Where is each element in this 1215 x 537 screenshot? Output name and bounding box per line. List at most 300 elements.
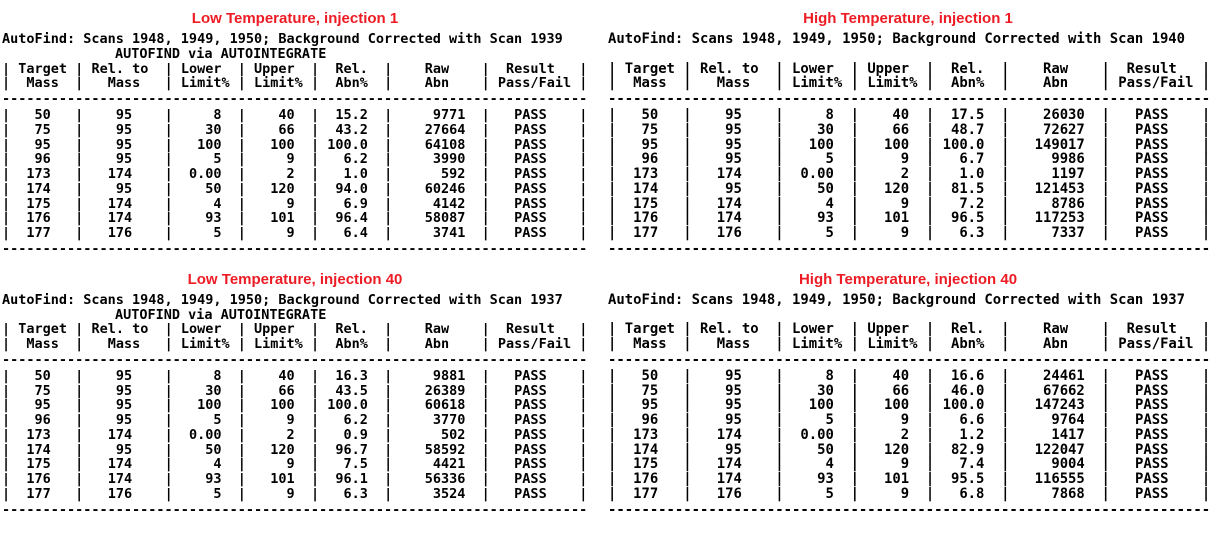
- column-separator: |: [384, 397, 393, 414]
- table-row: [608, 471, 1211, 487]
- cell-rel-abn-pct: 6.8: [934, 485, 1002, 502]
- cell-target-mass: 95: [10, 397, 76, 414]
- cell-rel-to-mass: 95: [691, 180, 776, 197]
- column-separator: |: [850, 471, 859, 487]
- cell-rel-abn-pct: 96.7: [319, 441, 385, 458]
- cell-upper-limit-pct: 100: [858, 397, 926, 414]
- column-separator: |: [1101, 136, 1110, 153]
- column-separator: |: [1201, 195, 1211, 212]
- cell-upper-limit-pct: 2: [858, 166, 926, 182]
- cell-upper-limit-pct: 9: [245, 412, 311, 428]
- column-separator: |: [775, 166, 784, 182]
- table-row: [608, 107, 1211, 123]
- header-cell-rel-abn-pct: Rel.: [319, 60, 385, 77]
- column-separator: |: [310, 60, 320, 77]
- column-separator: |: [1101, 336, 1110, 352]
- column-separator: |: [683, 166, 692, 182]
- column-separator: |: [310, 485, 320, 502]
- cell-rel-to-mass: 95: [83, 397, 165, 414]
- cell-rel-abn-pct: 82.9: [934, 441, 1002, 458]
- cell-raw-abn: 56336: [392, 471, 482, 487]
- column-separator: |: [2, 195, 11, 212]
- column-separator: |: [164, 397, 173, 414]
- column-separator: |: [1001, 195, 1010, 212]
- cell-rel-to-mass: 95: [691, 382, 776, 399]
- cell-raw-abn: 58087: [392, 210, 482, 227]
- column-separator: |: [164, 166, 173, 182]
- column-separator: |: [237, 397, 246, 414]
- cell-result: PASS: [489, 136, 580, 153]
- cell-lower-limit-pct: 5: [172, 485, 238, 502]
- column-separator: |: [579, 210, 588, 227]
- cell-rel-to-mass: 174: [83, 210, 165, 227]
- table-header-row: [2, 322, 588, 337]
- column-separator: |: [2, 107, 11, 123]
- cell-upper-limit-pct: 101: [245, 471, 311, 487]
- cell-raw-abn: 502: [392, 426, 482, 443]
- column-separator: |: [75, 412, 84, 428]
- column-separator: |: [1201, 367, 1211, 384]
- column-separator: |: [683, 485, 692, 502]
- column-separator: |: [608, 151, 617, 168]
- cell-rel-to-mass: 95: [83, 382, 165, 399]
- table-row: [608, 151, 1211, 168]
- column-separator: |: [75, 367, 84, 384]
- column-separator: |: [1101, 456, 1110, 473]
- header-cell-lower-limit-pct: Limit%: [172, 75, 238, 92]
- table-row: [608, 195, 1211, 212]
- column-separator: |: [164, 225, 173, 241]
- column-separator: |: [579, 107, 588, 123]
- cell-target-mass: 96: [10, 151, 76, 168]
- column-separator: |: [925, 426, 935, 443]
- cell-target-mass: 75: [616, 382, 684, 399]
- cell-upper-limit-pct: 9: [858, 412, 926, 428]
- results-table: [2, 322, 588, 518]
- cell-result: PASS: [1109, 225, 1202, 241]
- column-separator: |: [775, 136, 784, 153]
- column-separator: |: [75, 485, 84, 502]
- column-separator: |: [2, 426, 11, 443]
- column-separator: |: [2, 166, 11, 182]
- cell-lower-limit-pct: 0.00: [172, 426, 238, 443]
- column-separator: |: [2, 60, 11, 77]
- column-separator: |: [608, 107, 617, 123]
- cell-raw-abn: 592: [392, 166, 482, 182]
- cell-result: PASS: [489, 426, 580, 443]
- cell-result: PASS: [1109, 485, 1202, 502]
- column-separator: |: [608, 441, 617, 458]
- header-cell-rel-to-mass: Mass: [83, 336, 165, 352]
- cell-rel-abn-pct: 0.9: [319, 426, 385, 443]
- header-cell-rel-abn-pct: Abn%: [934, 336, 1002, 352]
- cell-target-mass: 50: [10, 367, 76, 384]
- cell-target-mass: 175: [10, 195, 76, 212]
- column-separator: |: [1101, 60, 1110, 77]
- table-row: [2, 428, 588, 443]
- column-separator: |: [384, 180, 393, 197]
- cell-target-mass: 75: [10, 121, 76, 138]
- column-separator: |: [683, 336, 692, 352]
- cell-upper-limit-pct: 120: [245, 180, 311, 197]
- cell-lower-limit-pct: 0.00: [783, 426, 851, 443]
- cell-target-mass: 95: [616, 136, 684, 153]
- cell-rel-abn-pct: 7.4: [934, 456, 1002, 473]
- column-separator: |: [1101, 471, 1110, 487]
- cell-lower-limit-pct: 4: [172, 456, 238, 473]
- cell-raw-abn: 64108: [392, 136, 482, 153]
- cell-raw-abn: 7868: [1009, 485, 1102, 502]
- header-cell-lower-limit-pct: Limit%: [172, 336, 238, 352]
- header-cell-lower-limit-pct: Lower: [783, 60, 851, 77]
- header-cell-result: Pass/Fail: [1109, 336, 1202, 352]
- column-separator: |: [775, 397, 784, 414]
- column-separator: |: [850, 210, 859, 227]
- column-separator: |: [1001, 426, 1010, 443]
- cell-upper-limit-pct: 66: [245, 121, 311, 138]
- cell-lower-limit-pct: 30: [783, 382, 851, 399]
- column-separator: |: [1101, 121, 1110, 138]
- column-separator: |: [608, 382, 617, 399]
- cell-rel-abn-pct: 1.0: [934, 166, 1002, 182]
- header-cell-result: Pass/Fail: [1109, 75, 1202, 92]
- cell-lower-limit-pct: 50: [172, 441, 238, 458]
- cell-raw-abn: 7337: [1009, 225, 1102, 241]
- cell-raw-abn: 3524: [392, 485, 482, 502]
- cell-rel-to-mass: 95: [691, 367, 776, 384]
- header-cell-rel-to-mass: Rel. to: [691, 321, 776, 338]
- cell-upper-limit-pct: 9: [858, 485, 926, 502]
- column-separator: |: [925, 166, 935, 182]
- table-row: [2, 369, 588, 384]
- cell-rel-abn-pct: 96.5: [934, 210, 1002, 227]
- header-cell-upper-limit-pct: Limit%: [245, 75, 311, 92]
- column-separator: |: [850, 485, 859, 502]
- cell-rel-abn-pct: 6.7: [934, 151, 1002, 168]
- column-separator: |: [775, 225, 784, 241]
- cell-upper-limit-pct: 9: [858, 225, 926, 241]
- cell-result: PASS: [1109, 180, 1202, 197]
- cell-rel-to-mass: 95: [83, 151, 165, 168]
- column-separator: |: [310, 151, 320, 168]
- cell-rel-to-mass: 95: [83, 367, 165, 384]
- column-separator: |: [310, 195, 320, 212]
- column-separator: |: [384, 225, 393, 241]
- cell-lower-limit-pct: 100: [783, 397, 851, 414]
- column-separator: |: [310, 456, 320, 473]
- cell-rel-abn-pct: 48.7: [934, 121, 1002, 138]
- cell-result: PASS: [489, 456, 580, 473]
- column-separator: |: [481, 180, 490, 197]
- cell-upper-limit-pct: 2: [245, 166, 311, 182]
- column-separator: |: [925, 412, 935, 428]
- cell-result: PASS: [489, 166, 580, 182]
- cell-target-mass: 174: [616, 441, 684, 458]
- column-separator: |: [384, 321, 393, 338]
- column-separator: |: [608, 456, 617, 473]
- column-separator: |: [775, 441, 784, 458]
- header-cell-lower-limit-pct: Lower: [783, 321, 851, 338]
- table-row: [2, 472, 588, 487]
- cell-upper-limit-pct: 40: [858, 367, 926, 384]
- column-separator: |: [1001, 412, 1010, 428]
- column-separator: |: [75, 441, 84, 458]
- column-separator: |: [384, 336, 393, 352]
- cell-upper-limit-pct: 120: [858, 441, 926, 458]
- table-row: [2, 152, 588, 167]
- column-separator: |: [925, 210, 935, 227]
- cell-lower-limit-pct: 50: [783, 441, 851, 458]
- header-cell-rel-to-mass: Rel. to: [83, 321, 165, 338]
- cell-lower-limit-pct: 5: [172, 412, 238, 428]
- header-cell-raw-abn: Abn: [392, 336, 482, 352]
- column-separator: |: [1101, 382, 1110, 399]
- column-separator: |: [2, 397, 11, 414]
- cell-target-mass: 176: [10, 471, 76, 487]
- column-separator: |: [1201, 336, 1211, 352]
- column-separator: |: [384, 456, 393, 473]
- cell-upper-limit-pct: 9: [245, 151, 311, 168]
- header-cell-rel-abn-pct: Abn%: [319, 75, 385, 92]
- column-separator: |: [1201, 166, 1211, 182]
- column-separator: |: [850, 75, 859, 92]
- column-separator: |: [237, 336, 246, 352]
- cell-rel-abn-pct: 100.0: [319, 136, 385, 153]
- column-separator: |: [384, 136, 393, 153]
- column-separator: |: [683, 107, 692, 123]
- cell-rel-abn-pct: 1.0: [319, 166, 385, 182]
- column-separator: |: [384, 367, 393, 384]
- header-cell-rel-to-mass: Mass: [83, 75, 165, 92]
- header-cell-target-mass: Mass: [616, 336, 684, 352]
- column-separator: |: [850, 180, 859, 197]
- cell-rel-abn-pct: 96.1: [319, 471, 385, 487]
- cell-rel-to-mass: 95: [83, 180, 165, 197]
- column-separator: |: [775, 367, 784, 384]
- cell-raw-abn: 4142: [392, 195, 482, 212]
- cell-result: PASS: [1109, 412, 1202, 428]
- column-separator: |: [164, 367, 173, 384]
- cell-target-mass: 175: [616, 456, 684, 473]
- column-separator: |: [1201, 121, 1211, 138]
- cell-rel-to-mass: 95: [691, 397, 776, 414]
- cell-upper-limit-pct: 101: [245, 210, 311, 227]
- column-separator: |: [608, 60, 617, 77]
- cell-result: PASS: [1109, 107, 1202, 123]
- header-cell-rel-abn-pct: Rel.: [319, 321, 385, 338]
- column-separator: |: [1001, 225, 1010, 241]
- column-separator: |: [775, 195, 784, 212]
- cell-raw-abn: 72627: [1009, 121, 1102, 138]
- column-separator: |: [775, 456, 784, 473]
- column-separator: |: [608, 321, 617, 338]
- column-separator: |: [850, 166, 859, 182]
- column-separator: |: [481, 210, 490, 227]
- column-separator: |: [608, 136, 617, 153]
- column-separator: |: [1201, 485, 1211, 502]
- section-title: Low Temperature, injection 1: [191, 10, 399, 27]
- table-row: [2, 123, 588, 138]
- column-separator: |: [310, 136, 320, 153]
- column-separator: |: [1201, 107, 1211, 123]
- column-separator: |: [850, 107, 859, 123]
- cell-rel-to-mass: 95: [691, 412, 776, 428]
- header-cell-rel-to-mass: Rel. to: [83, 60, 165, 77]
- cell-raw-abn: 26030: [1009, 107, 1102, 123]
- column-separator: |: [1001, 60, 1010, 77]
- column-separator: |: [925, 397, 935, 414]
- column-separator: |: [164, 471, 173, 487]
- cell-rel-to-mass: 176: [691, 485, 776, 502]
- cell-rel-to-mass: 95: [691, 107, 776, 123]
- column-separator: |: [75, 397, 84, 414]
- column-separator: |: [75, 60, 84, 77]
- column-separator: |: [2, 321, 11, 338]
- cell-result: PASS: [1109, 382, 1202, 399]
- cell-raw-abn: 149017: [1009, 136, 1102, 153]
- cell-target-mass: 173: [616, 426, 684, 443]
- cell-result: PASS: [489, 210, 580, 227]
- column-separator: |: [164, 412, 173, 428]
- column-separator: |: [579, 321, 588, 338]
- cell-target-mass: 177: [10, 225, 76, 241]
- column-separator: |: [481, 471, 490, 487]
- table-separator-line: ------------------------------------------------------------------------: [2, 351, 588, 368]
- cell-rel-abn-pct: 6.2: [319, 151, 385, 168]
- column-separator: |: [1201, 456, 1211, 473]
- header-cell-lower-limit-pct: Lower: [172, 60, 238, 77]
- column-separator: |: [481, 321, 490, 338]
- column-separator: |: [925, 136, 935, 153]
- column-separator: |: [1001, 166, 1010, 182]
- column-separator: |: [384, 485, 393, 502]
- cell-rel-to-mass: 176: [83, 225, 165, 241]
- table-row: [2, 384, 588, 399]
- column-separator: |: [579, 456, 588, 473]
- table-row: [608, 136, 1211, 153]
- cell-lower-limit-pct: 100: [172, 136, 238, 153]
- column-separator: |: [579, 397, 588, 414]
- column-separator: |: [1001, 441, 1010, 458]
- column-separator: |: [925, 60, 935, 77]
- cell-lower-limit-pct: 50: [783, 180, 851, 197]
- cell-target-mass: 174: [10, 180, 76, 197]
- column-separator: |: [608, 412, 617, 428]
- column-separator: |: [481, 412, 490, 428]
- cell-result: PASS: [1109, 471, 1202, 487]
- column-separator: |: [925, 367, 935, 384]
- cell-raw-abn: 4421: [392, 456, 482, 473]
- cell-target-mass: 173: [10, 426, 76, 443]
- cell-lower-limit-pct: 5: [783, 225, 851, 241]
- cell-rel-abn-pct: 96.4: [319, 210, 385, 227]
- column-separator: |: [683, 412, 692, 428]
- table-header-row: [2, 76, 588, 91]
- column-separator: |: [237, 441, 246, 458]
- column-separator: |: [1001, 471, 1010, 487]
- header-cell-result: Result: [1109, 60, 1202, 77]
- cell-rel-abn-pct: 100.0: [934, 136, 1002, 153]
- column-separator: |: [1201, 412, 1211, 428]
- cell-target-mass: 75: [616, 121, 684, 138]
- cell-raw-abn: 27664: [392, 121, 482, 138]
- cell-lower-limit-pct: 93: [783, 210, 851, 227]
- cell-rel-abn-pct: 100.0: [934, 397, 1002, 414]
- results-table: [2, 62, 588, 258]
- column-separator: |: [481, 426, 490, 443]
- results-table: [608, 321, 1211, 518]
- column-separator: |: [384, 75, 393, 92]
- cell-result: PASS: [489, 225, 580, 241]
- column-separator: |: [2, 367, 11, 384]
- cell-target-mass: 95: [616, 397, 684, 414]
- column-separator: |: [2, 136, 11, 153]
- table-row: [2, 398, 588, 413]
- column-separator: |: [384, 121, 393, 138]
- column-separator: |: [1001, 210, 1010, 227]
- cell-rel-to-mass: 95: [83, 441, 165, 458]
- cell-upper-limit-pct: 9: [245, 195, 311, 212]
- cell-raw-abn: 1417: [1009, 426, 1102, 443]
- column-separator: |: [164, 107, 173, 123]
- table-row: [2, 457, 588, 472]
- cell-lower-limit-pct: 100: [783, 136, 851, 153]
- cell-result: PASS: [489, 412, 580, 428]
- cell-result: PASS: [1109, 121, 1202, 138]
- column-separator: |: [925, 471, 935, 487]
- cell-lower-limit-pct: 8: [783, 107, 851, 123]
- column-separator: |: [310, 180, 320, 197]
- column-separator: |: [1001, 485, 1010, 502]
- column-separator: |: [608, 397, 617, 414]
- column-separator: |: [850, 397, 859, 414]
- cell-lower-limit-pct: 8: [783, 367, 851, 384]
- column-separator: |: [384, 107, 393, 123]
- column-separator: |: [2, 471, 11, 487]
- cell-rel-to-mass: 174: [691, 426, 776, 443]
- header-cell-upper-limit-pct: Limit%: [858, 336, 926, 352]
- column-separator: |: [310, 426, 320, 443]
- column-separator: |: [579, 121, 588, 138]
- column-separator: |: [579, 136, 588, 153]
- column-separator: |: [1001, 136, 1010, 153]
- cell-result: PASS: [1109, 456, 1202, 473]
- column-separator: |: [481, 136, 490, 153]
- column-separator: |: [481, 107, 490, 123]
- cell-rel-abn-pct: 15.2: [319, 107, 385, 123]
- cell-rel-to-mass: 174: [83, 426, 165, 443]
- section-title: High Temperature, injection 1: [803, 10, 1013, 27]
- column-separator: |: [683, 210, 692, 227]
- header-cell-rel-abn-pct: Rel.: [934, 321, 1002, 338]
- column-separator: |: [775, 321, 784, 338]
- column-separator: |: [683, 75, 692, 92]
- column-separator: |: [1201, 225, 1211, 241]
- column-separator: |: [1201, 382, 1211, 399]
- cell-upper-limit-pct: 66: [858, 382, 926, 399]
- column-separator: |: [683, 321, 692, 338]
- column-separator: |: [925, 336, 935, 352]
- column-separator: |: [608, 367, 617, 384]
- header-cell-target-mass: Target: [616, 60, 684, 77]
- cell-raw-abn: 1197: [1009, 166, 1102, 182]
- cell-lower-limit-pct: 4: [783, 456, 851, 473]
- header-cell-lower-limit-pct: Limit%: [783, 336, 851, 352]
- column-separator: |: [579, 180, 588, 197]
- table-header-row: [608, 60, 1211, 77]
- column-separator: |: [2, 121, 11, 138]
- cell-target-mass: 174: [10, 441, 76, 458]
